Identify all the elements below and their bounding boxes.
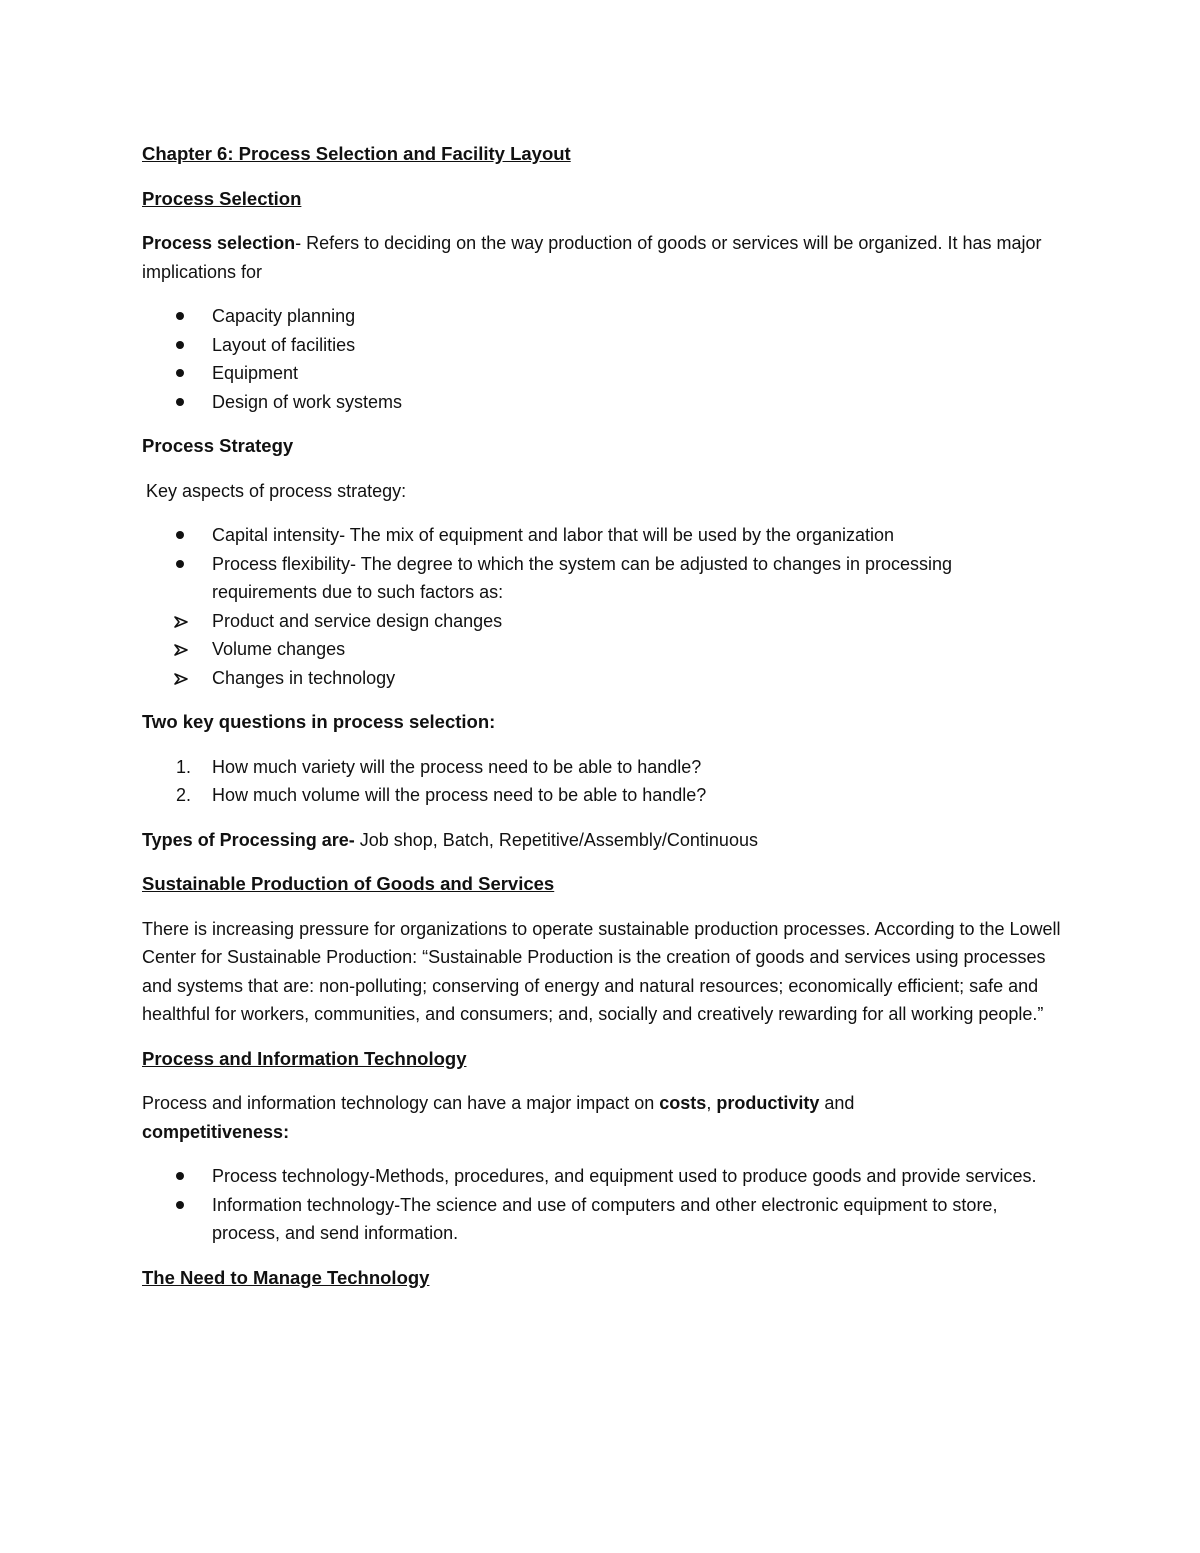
key-questions-list	[142, 753, 1062, 810]
key-questions-heading: Two key questions in process selection:	[142, 711, 496, 732]
productivity-term: productivity	[716, 1093, 820, 1113]
list-item: Process technology-Methods, procedures, and equipment used to produce goods and provide services.	[142, 1162, 1062, 1191]
bullet-icon	[176, 341, 184, 349]
types-label: Types of Processing are-	[142, 829, 355, 850]
list-item: Product and service design changes	[142, 607, 1062, 636]
arrow-bullet-icon	[174, 616, 188, 628]
competitiveness-term: competitiveness	[142, 1121, 284, 1142]
technology-list	[142, 1162, 1062, 1248]
bullet-icon	[176, 369, 184, 377]
bullet-icon	[176, 398, 184, 406]
pit-paragraph: Process and information technology can have a major impact on costs, productivity and competitiveness:	[142, 1093, 855, 1142]
process-strategy-intro: Key aspects of process strategy:	[146, 480, 407, 501]
pit-heading: Process and Information Technology	[142, 1047, 467, 1069]
sustainable-heading: Sustainable Production of Goods and Services	[142, 873, 555, 894]
list-number: 1.	[176, 756, 192, 777]
process-selection-term: Process selection	[142, 233, 296, 253]
list-item: Equipment	[142, 359, 1062, 388]
costs-term: costs	[659, 1093, 707, 1113]
process-strategy-list	[142, 521, 1062, 692]
document-page	[142, 140, 1062, 1308]
list-item: Volume changes	[142, 635, 1062, 664]
bullet-icon	[176, 1172, 184, 1180]
list-item: 1. How much variety will the process need to be able to handle?	[142, 753, 1062, 782]
process-selection-definition	[142, 229, 1062, 286]
list-number: 2.	[176, 785, 192, 805]
list-item: Capacity planning	[142, 302, 1062, 331]
process-selection-heading: Process Selection	[142, 187, 302, 209]
arrow-bullet-icon	[174, 673, 188, 685]
chapter-title: Chapter 6: Process Selection and Facility Layout	[142, 143, 571, 164]
list-item: 2. How much volume will the process need to be able to handle?	[142, 781, 1062, 810]
arrow-bullet-icon	[174, 644, 188, 656]
bullet-icon	[176, 531, 184, 539]
list-item: Design of work systems	[142, 388, 1062, 417]
list-item: Information technology-The science and use of computers and other electronic equipment to store, process, and send information.	[142, 1191, 1062, 1248]
list-item: Capital intensity- The mix of equipment and labor that will be used by the organization	[142, 521, 1062, 550]
types-of-processing	[142, 826, 1062, 855]
bullet-icon	[176, 560, 184, 568]
manage-technology-heading: The Need to Manage Technology	[142, 1266, 430, 1288]
list-item: Changes in technology	[142, 664, 1062, 693]
process-strategy-heading: Process Strategy	[142, 435, 294, 456]
process-selection-definition-text: - Refers to deciding on the way production of goods or services will be organized. It has major implications for	[142, 233, 1042, 282]
bullet-icon	[176, 1201, 184, 1209]
list-item: Layout of facilities	[142, 331, 1062, 360]
implications-list	[142, 302, 1062, 416]
list-item: Process flexibility- The degree to which the system can be adjusted to changes in processing requirements due to such factors as:	[142, 550, 1062, 607]
types-text: Job shop, Batch, Repetitive/Assembly/Continuous	[354, 829, 758, 850]
bullet-icon	[176, 312, 184, 320]
sustainable-paragraph: There is increasing pressure for organizations to operate sustainable production processes. According to the Lowell Center for Sustainable Production: “Sustainable Production is the creation of goods and services using processes and systems that are: non-polluting; conserving of energy and natural resources; economically efficient; safe and healthful for workers, communities, and consumers; and, socially and creatively rewarding for all working people.”	[142, 918, 1061, 1024]
